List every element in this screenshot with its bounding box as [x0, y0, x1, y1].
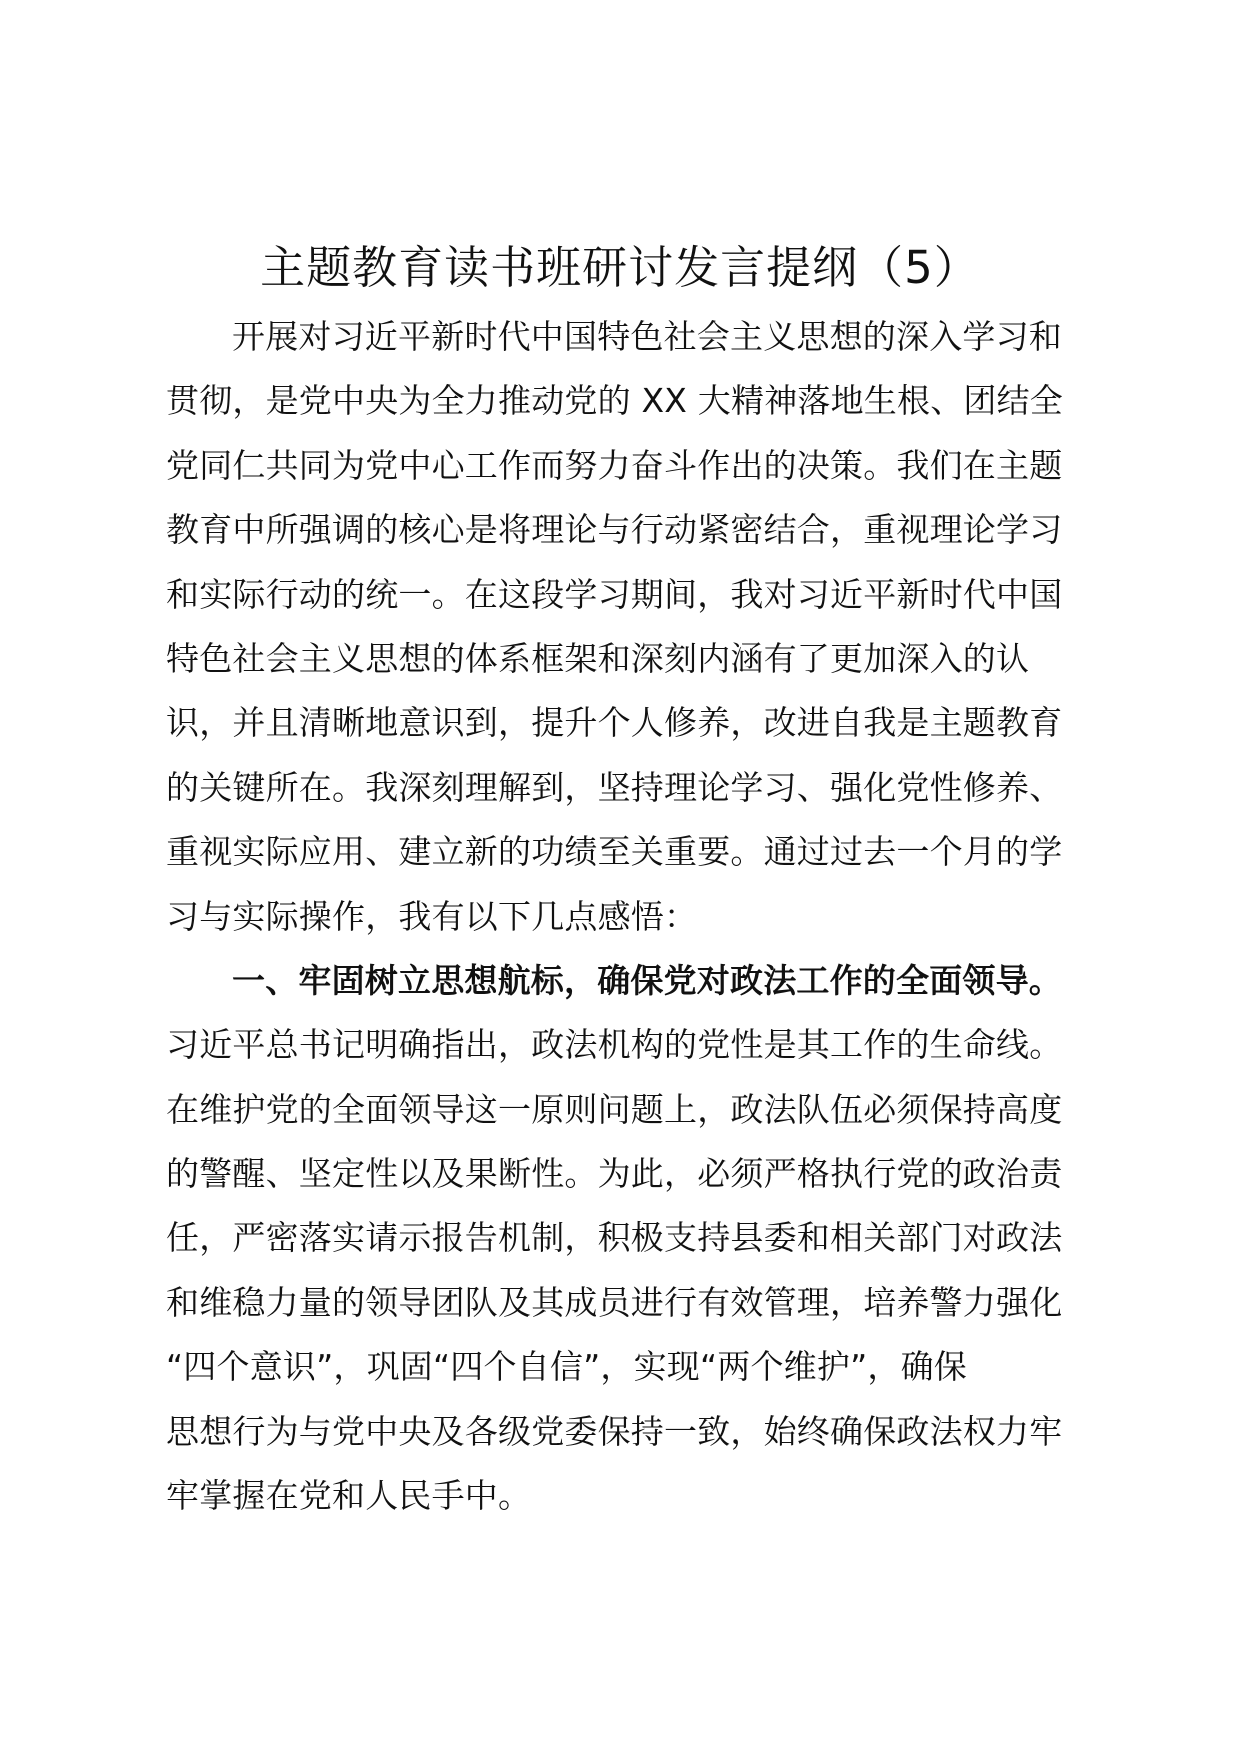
intro-paragraph [166, 305, 1086, 949]
paragraph-line: 贯彻，是党中央为全力推动党的 XX 大精神落地生根、团结全 [166, 381, 1063, 421]
paragraph-line: 和维稳力量的领导团队及其成员进行有效管理，培养警力强化 [166, 1282, 1063, 1322]
paragraph-line: 牢掌握在党和人民手中。 [166, 1476, 532, 1516]
paragraph-line: “四个意识”，巩固“四个自信”，实现“两个维护”，确保 [166, 1347, 967, 1387]
paragraph-line: 开展对习近平新时代中国特色社会主义思想的深入学习和 [232, 317, 1062, 356]
paragraph-line: 在维护党的全面领导这一原则问题上，政法队伍必须保持高度 [166, 1089, 1063, 1129]
section-heading: 一、牢固树立思想航标，确保党对政法工作的全面领导。 [232, 960, 1062, 1000]
paragraph-line: 习与实际操作，我有以下几点感悟： [166, 896, 698, 936]
document-title: 主题教育读书班研讨发言提纲（5） [260, 241, 980, 294]
paragraph-line: 教育中所强调的核心是将理论与行动紧密结合，重视理论学习 [166, 510, 1063, 550]
paragraph-line: 党同仁共同为党中心工作而努力奋斗作出的决策。我们在主题 [166, 445, 1063, 485]
paragraph-line: 识，并且清晰地意识到，提升个人修养，改进自我是主题教育 [166, 703, 1063, 743]
paragraph-line: 的关键所在。我深刻理解到，坚持理论学习、强化党性修养、 [166, 767, 1063, 807]
paragraph-line: 思想行为与党中央及各级党委保持一致，始终确保政法权力牢 [166, 1411, 1063, 1451]
paragraph-line: 特色社会主义思想的体系框架和深刻内涵有了更加深入的认 [166, 638, 1030, 678]
paragraph-line: 重视实际应用、建立新的功绩至关重要。通过过去一个月的学 [166, 832, 1063, 872]
section-one [166, 949, 1086, 1529]
document-body [166, 305, 1086, 1528]
paragraph-line: 习近平总书记明确指出，政法机构的党性是其工作的生命线。 [166, 1025, 1063, 1065]
paragraph-line: 和实际行动的统一。在这段学习期间，我对习近平新时代中国 [166, 574, 1063, 614]
paragraph-line: 任，严密落实请示报告机制，积极支持县委和相关部门对政法 [166, 1218, 1063, 1258]
paragraph-line: 的警醒、坚定性以及果断性。为此，必须严格执行党的政治责 [166, 1154, 1063, 1194]
